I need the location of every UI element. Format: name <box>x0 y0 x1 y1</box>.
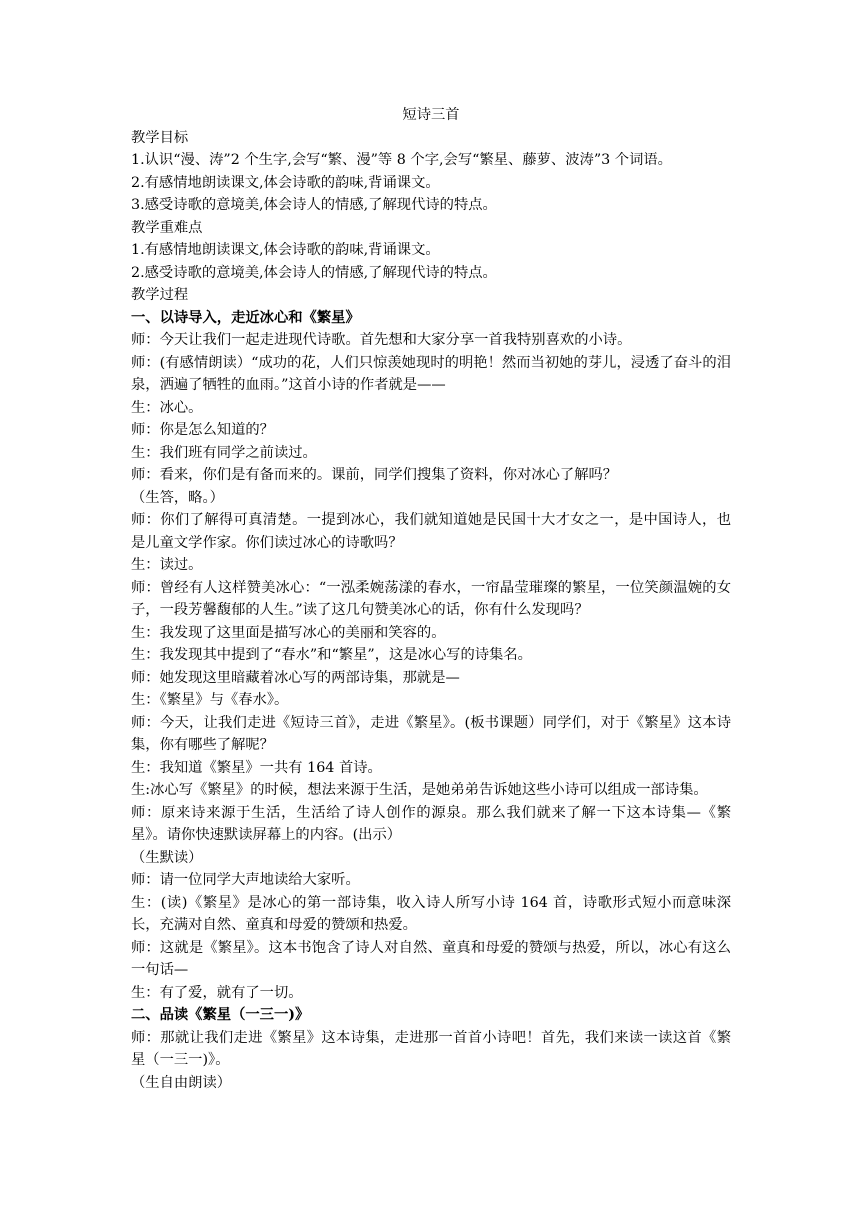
text-line: 师：今天让我们一起走进现代诗歌。首先想和大家分享一首我特别喜欢的小诗。 <box>131 332 632 348</box>
text-line: 生：我们班有同学之前读过。 <box>131 444 317 461</box>
text-line: 师：请一位同学大声地读给大家听。 <box>131 872 360 888</box>
section-heading: 二、品读《繁星（一三一)》 <box>131 1007 310 1023</box>
paragraph: 师：你们了解得可真清楚。一提到冰心，我们就知道她是民国十大才女之一，是中国诗人，也是儿童文学作家。你们读过冰心的诗歌吗？ <box>131 512 731 551</box>
text-line: （生自由朗读） <box>131 1074 232 1091</box>
text-line: 师：她发现这里暗藏着冰心写的两部诗集，那就是— <box>131 669 460 686</box>
text-line: 生：冰心。 <box>131 399 203 416</box>
text-line: 教学目标 <box>131 129 189 146</box>
text-line: 2.感受诗歌的意境美,体会诗人的情感,了解现代诗的特点。 <box>131 264 497 281</box>
paragraph: 师：(有感情朗读）“成功的花，人们只惊羡她现时的明艳！然而当初她的芽儿，浸透了奋斗的泪泉，洒遍了牺牲的血雨。”这首小诗的作者就是—— <box>131 354 731 393</box>
text-line: （生答，略。） <box>131 489 224 506</box>
text-line: 3.感受诗歌的意境美,体会诗人的情感,了解现代诗的特点。 <box>131 197 497 213</box>
paragraph: 师：这就是《繁星》。这本书饱含了诗人对自然、童真和母爱的赞颂与热爱，所以，冰心有这么一句话— <box>131 939 731 978</box>
text-line: 1.认识“漫、涛”2 个生字,会写“繁、漫”等 8 个字,会写“繁星、藤萝、波涛”3 个词语。 <box>131 152 672 168</box>
text-line: 生：有了爱，就有了一切。 <box>131 984 303 1001</box>
document-lines <box>131 127 731 1095</box>
paragraph: 生：(读)《繁星》是冰心的第一部诗集，收入诗人所写小诗 164 首，诗歌形式短小而意味深长，充满对自然、童真和母爱的赞颂和热爱。 <box>131 894 731 933</box>
text-line: 生:冰心写《繁星》的时候，想法来源于生活，是她弟弟告诉她这些小诗可以组成一部诗集。 <box>131 782 708 798</box>
text-line: 生：我发现了这里面是描写冰心的美丽和笑容的。 <box>131 624 446 641</box>
section-heading: 一、以诗导入，走近冰心和《繁星》 <box>131 309 360 326</box>
paragraph: 师：那就让我们走进《繁星》这本诗集，走进那一首首小诗吧！首先，我们来读一读这首《繁星（一三一)》。 <box>131 1029 731 1068</box>
text-line: 师：你是怎么知道的？ <box>131 422 274 438</box>
text-line: 教学重难点 <box>131 219 203 236</box>
text-line: 生：读过。 <box>131 557 203 573</box>
text-line: 生：我发现其中提到了“春水”和“繁星”，这是冰心写的诗集名。 <box>131 647 532 663</box>
paragraph: 师：今天，让我们走进《短诗三首》，走进《繁星》。(板书课题）同学们，对于《繁星》这本诗集，你有哪些了解呢？ <box>131 714 731 753</box>
text-line: 生：《繁星》与《春水》。 <box>131 692 289 708</box>
text-line: 教学过程 <box>131 287 189 303</box>
document-title: 短诗三首 <box>402 107 460 123</box>
text-line: 2.有感情地朗读课文,体会诗歌的韵味,背诵课文。 <box>131 174 440 191</box>
text-line: （生默读） <box>131 849 203 866</box>
paragraph: 师：曾经有人这样赞美冰心：“一泓柔婉荡漾的春水，一帘晶莹璀璨的繁星，一位笑颜温婉的女子，一段芳馨馥郁的人生。”读了这几句赞美冰心的话，你有什么发现吗？ <box>131 579 731 618</box>
text-line: 师：看来，你们是有备而来的。课前，同学们搜集了资料，你对冰心了解吗？ <box>131 467 618 483</box>
document-body <box>131 104 731 1094</box>
text-line: 1.有感情地朗读课文,体会诗歌的韵味,背诵课文。 <box>131 242 440 258</box>
text-line: 生：我知道《繁星》一共有 164 首诗。 <box>131 759 382 776</box>
paragraph: 师：原来诗来源于生活，生活给了诗人创作的源泉。那么我们就来了解一下这本诗集—《繁星》。请你快速默读屏幕上的内容。(出示） <box>131 804 731 843</box>
